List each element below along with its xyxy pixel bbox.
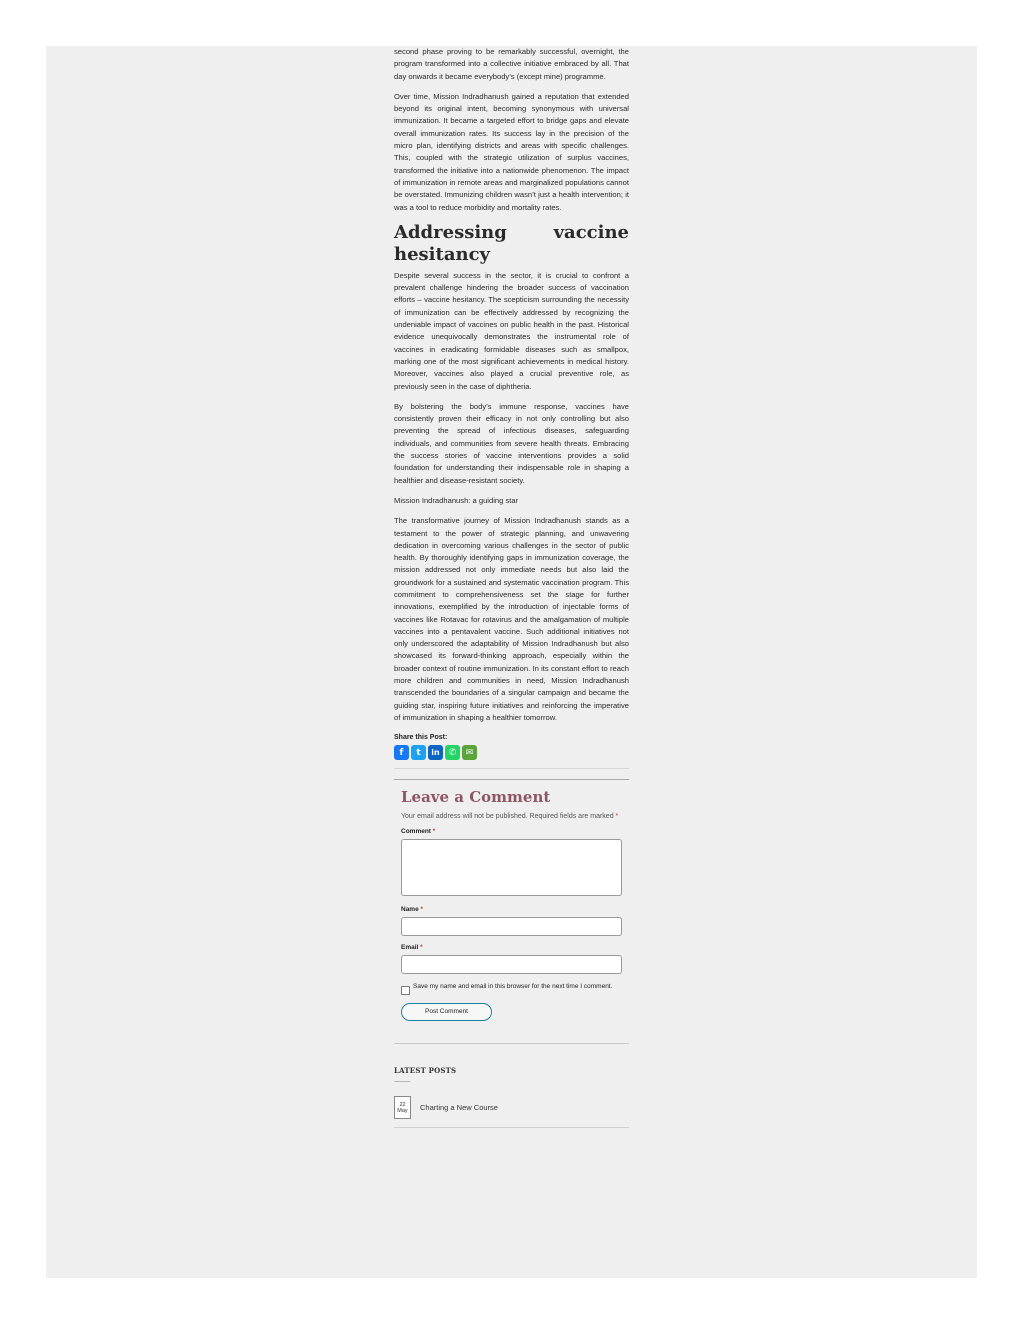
facebook-icon: f: [399, 747, 404, 758]
name-label: [401, 906, 622, 913]
comment-label-text: Comment: [401, 828, 431, 836]
required-mark: *: [615, 813, 619, 821]
article-paragraph: Despite several success in the sector, it is crucial to confront a prevalent challenge hindering the broader success of vaccination efforts – vaccine hesitancy. The scepticism surrounding the necessity of immunization can be effectively addressed by recognizing the undeniable impact of vaccines on public health in the past. Historical evidence unequivocally demonstrates the instrumental role of vaccines in eradicating formidable diseases such as smallpox, marking one of the most significant achievements in medical history. Moreover, vaccines also played a crucial preventive role, as previously seen in the case of diphtheria.: [394, 270, 629, 391]
post-date-day: 22: [399, 1101, 406, 1108]
email-icon: ✉: [465, 747, 474, 758]
twitter-share-button[interactable]: [411, 745, 426, 760]
comment-textarea[interactable]: [401, 839, 622, 896]
post-date-badge: [394, 1096, 411, 1119]
latest-posts: [394, 1066, 629, 1128]
post-title-link[interactable]: Charting a New Course: [420, 1103, 498, 1113]
section-heading-line: hesitancy: [394, 243, 490, 265]
latest-posts-underline: [394, 1081, 410, 1082]
article-subheading: Mission Indradhanush: a guiding star: [394, 495, 519, 505]
name-input[interactable]: [401, 917, 622, 936]
comment-notes: [401, 812, 622, 822]
save-info-label: Save my name and email in this browser for the next time I comment.: [413, 983, 613, 991]
article-paragraph: By bolstering the body’s immune response, vaccines have consistently proven their efficacy in not only controlling but also preventing the spread of infectious diseases, safeguarding individuals, and communities from severe health threats. Embracing the success stories of vaccine interventions provides a solid foundation for understanding their indispensable role in shaping a healthier and disease-resistant society.: [394, 401, 629, 485]
comment-form: [394, 780, 629, 1021]
article-paragraph: second phase proving to be remarkably successful, overnight, the program transformed into a collective initiative embraced by all. That day onwards it became everybody’s (except mine) programme.: [394, 47, 629, 81]
post-date-month: May: [397, 1107, 408, 1114]
name-label-text: Name: [401, 906, 419, 914]
save-info-row: [401, 982, 622, 995]
required-mark: *: [420, 906, 424, 914]
section-heading: [394, 222, 629, 266]
article-paragraph: The transformative journey of Mission Indradhanush stands as a testament to the power of strategic planning, and unwavering dedication in overcoming various challenges in the sector of public health. By thoroughly identifying gaps in immunization coverage, the mission addressed not only immediate needs but also laid the groundwork for a sustained and systematic vaccination program. This commitment to comprehensiveness set the stage for further innovations, exemplified by the introduction of injectable forms of vaccines like Rotavac for rotavirus and the amalgamation of multiple vaccines into a pentavalent vaccine. Such additional initiatives not only underscored the adaptability of Mission Indradhanush but also showcased its forward-thinking approach, especially within the broader context of routine immunization. In its constant effort to reach more children and communities in need, Mission Indradhanush transcended the boundaries of a singular campaign and became the guiding star, inspiring future initiatives and reinforcing the imperative of immunization in shaping a healthier tomorrow.: [394, 516, 629, 722]
email-share-button[interactable]: [462, 745, 477, 760]
email-label-text: Email: [401, 944, 419, 952]
latest-posts-title: LATEST POSTS: [394, 1066, 457, 1076]
divider: [394, 768, 629, 769]
required-mark: *: [432, 828, 436, 836]
share-buttons: [394, 745, 629, 760]
article-column: [394, 46, 629, 1128]
section-heading-line: Addressing vaccine: [394, 221, 629, 243]
whatsapp-share-button[interactable]: [445, 745, 460, 760]
article-paragraph: Over time, Mission Indradhanush gained a reputation that extended beyond its original intent, becoming synonymous with universal immunization. It became a targeted effort to bridge gaps and elevate overall immunization rates. Its success lay in the precision of the micro plan, identifying districts and areas with specific challenges. This, coupled with the strategic utilization of surplus vaccines, transformed the initiative into a nationwide phenomenon. The impact of immunization in remote areas and marginalized populations cannot be overstated. Immunizing children wasn’t just a health intervention; it was a tool to reduce morbidity and mortality rates.: [394, 91, 629, 212]
divider: [394, 1127, 629, 1128]
divider: [394, 1043, 629, 1044]
required-mark: *: [420, 944, 423, 952]
email-input[interactable]: [401, 955, 622, 974]
save-info-checkbox[interactable]: [401, 986, 410, 995]
email-label: [401, 944, 622, 951]
linkedin-icon: in: [431, 748, 440, 758]
linkedin-share-button[interactable]: [428, 745, 443, 760]
post-comment-button[interactable]: Post Comment: [401, 1003, 492, 1021]
twitter-icon: t: [416, 747, 421, 758]
list-item[interactable]: [394, 1096, 629, 1119]
whatsapp-icon: ✆: [448, 747, 457, 758]
comment-notes-text: Your email address will not be published. Required fields are marked: [401, 813, 614, 821]
facebook-share-button[interactable]: [394, 745, 409, 760]
comment-form-title: Leave a Comment: [401, 788, 551, 807]
share-label: Share this Post:: [394, 734, 448, 742]
comment-label: [401, 828, 622, 835]
